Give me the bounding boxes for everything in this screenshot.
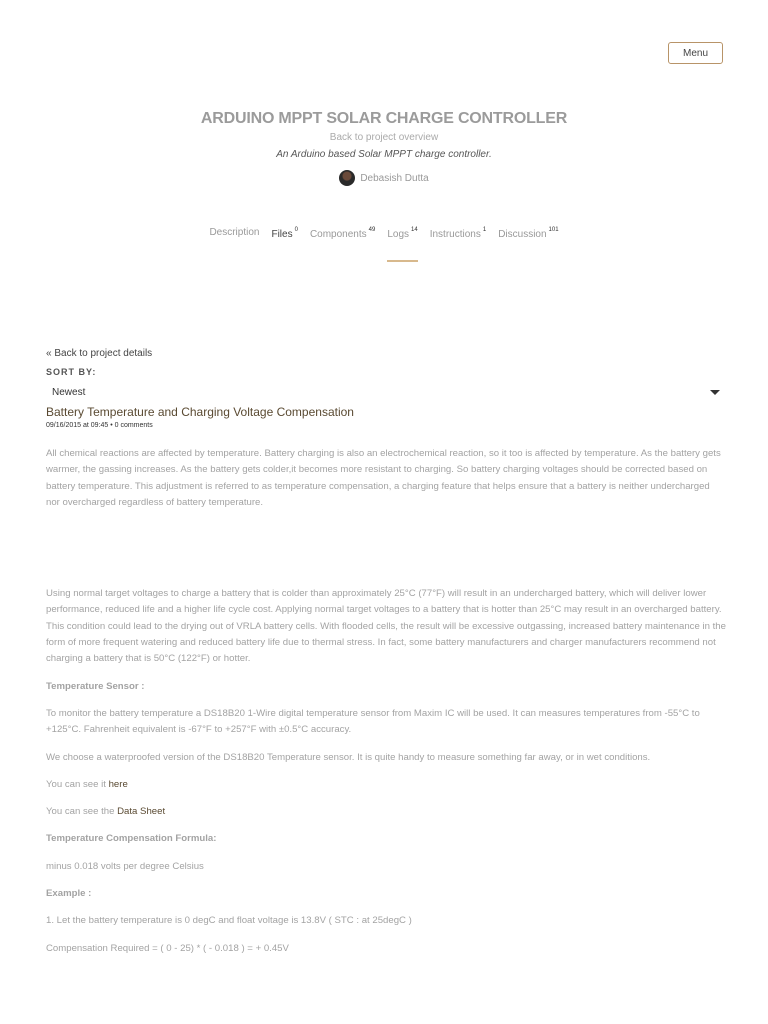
tab-count: 14 (411, 227, 418, 233)
tab-count: 101 (548, 227, 559, 233)
tab-components[interactable] (310, 227, 375, 262)
tab-label: Files (271, 229, 293, 240)
datasheet-line (46, 804, 726, 820)
back-to-overview-link[interactable]: Back to project overview (329, 132, 439, 143)
author-name[interactable]: Debasish Dutta (360, 172, 429, 184)
tab-count: 1 (482, 227, 487, 233)
tab-files[interactable] (271, 227, 297, 262)
paragraph-intro: All chemical reactions are affected by temperature. Battery charging is also an electrochemical reaction, so it too is affected by temperature. As the battery gets warmer, the gassing increases. As the battery gets colder,it becomes more resistant to charging. So battery charging voltages should be corrected based on battery temperature. This adjustment is referred to as temperature compensation, a charging feature that helps ensure that a battery is neither undercharged nor overcharged regardless of battery temperature. (46, 448, 721, 508)
formula-heading: Temperature Compensation Formula: (46, 833, 217, 845)
paragraph-voltages: Using normal target voltages to charge a battery that is colder than approximately 25°C (77°F) will result in an undercharged battery, which will deliver lower performance, reduced life and a higher life cycle cost. Applying normal target voltages to a battery that is hotter than 25°C may result in an overcharged battery. This condition could lead to the drying out of VRLA battery cells. With flooded cells, the result will be excessive outgassing, increased battery maintenance in the form of more frequent watering and reduced battery life due to thermal stress. In fact, some battery manufacturers and charger manufacturers recommend not charging a battery that is 50°C (122°F) or hotter. (46, 588, 726, 665)
sort-value: Newest (52, 386, 86, 398)
paragraph-waterproof: We choose a waterproofed version of the DS18B20 Temperature sensor. It is quite handy to measure something far away, or in wet conditions. (46, 751, 651, 763)
tab-label: Description (209, 227, 260, 238)
tab-logs[interactable] (387, 227, 417, 262)
tab-instructions[interactable] (430, 227, 486, 262)
tab-count: 0 (294, 227, 298, 233)
sensor-heading: Temperature Sensor : (46, 680, 145, 692)
datasheet-text: You can see the (46, 806, 118, 818)
sort-select[interactable] (46, 383, 726, 401)
tab-discussion[interactable] (498, 227, 558, 262)
see-it-text: You can see it (46, 778, 109, 790)
project-subtitle: An Arduino based Solar MPPT charge controller. (276, 149, 492, 160)
log-title[interactable]: Battery Temperature and Charging Voltage Compensation (46, 405, 354, 419)
tab-description[interactable] (209, 227, 259, 262)
example-line-1: 1. Let the battery temperature is 0 degC and float voltage is 13.8V ( STC : at 25degC ) (46, 915, 412, 927)
chevron-down-icon (710, 390, 720, 395)
avatar[interactable] (339, 170, 355, 186)
back-to-details-link[interactable]: « Back to project details (46, 348, 153, 359)
sort-label: SORT BY: (46, 367, 97, 377)
formula-text: minus 0.018 volts per degree Celsius (46, 860, 204, 872)
example-line-2: Compensation Required = ( 0 - 25) * ( - 0.018 ) = + 0.45V (46, 942, 289, 954)
tab-label: Logs (387, 229, 410, 240)
tab-label: Components (309, 229, 367, 240)
here-link[interactable]: here (108, 778, 128, 790)
log-meta: 09/16/2015 at 09:45 • 0 comments (46, 422, 153, 429)
paragraph-sensor: To monitor the battery temperature a DS18B20 1-Wire digital temperature sensor from Maxim IC will be used. It can measures temperatures from -55°C to +125°C. Fahrenheit equivalent is -67°F to +257°F with ±0.5°C accuracy. (46, 707, 700, 736)
tab-label: Instructions (429, 229, 481, 240)
page-title: ARDUINO MPPT SOLAR CHARGE CONTROLLER (200, 110, 568, 127)
tab-label: Discussion (498, 229, 547, 240)
tab-count: 49 (368, 227, 376, 233)
datasheet-link[interactable]: Data Sheet (117, 806, 166, 818)
see-it-line (46, 777, 726, 793)
log-content (46, 348, 726, 957)
project-tabs (0, 227, 768, 262)
example-heading: Example : (46, 888, 92, 900)
author[interactable] (0, 170, 768, 186)
menu-button[interactable]: Menu (668, 42, 723, 64)
